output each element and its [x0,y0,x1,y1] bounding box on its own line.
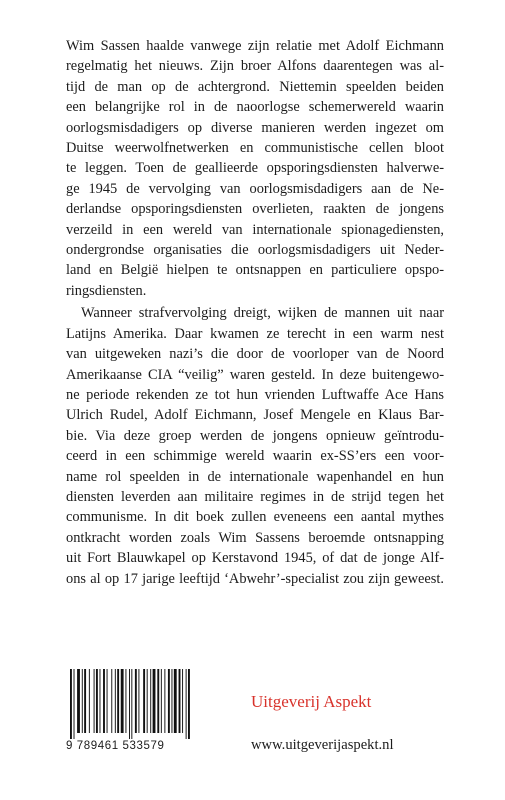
barcode-bars [66,667,194,739]
blurb-line: van uitgeweken nazi’s die door de voorloper van de Noord [66,346,444,363]
barcode-bar [147,669,148,733]
barcode-bar [115,669,116,733]
barcode-bar [131,669,132,739]
barcode-bar [129,669,130,739]
barcode-bar [164,669,165,733]
blurb-line: land en België hielpen te ontsnappen en particuliere opspo- [66,262,444,279]
blurb-line: Wim Sassen haalde vanwege zijn relatie met Adolf Eichmann [66,38,444,54]
blurb-line: bie. Via deze groep werden de jongens opnieuw geïntrodu- [66,427,444,444]
publisher-name: Uitgeverij Aspekt [251,692,372,711]
blurb-line: ontkracht worden zoals Wim Sassens beroemde ontsnapping [66,529,444,546]
blurb-line: een belangrijke rol in de naoorlogse schemerwereld waarin [66,99,444,116]
blurb-line: ondergrondse organisaties die oorlogsmisdadigers uit Neder- [66,242,444,259]
barcode-bar [174,669,177,733]
blurb-line: oorlogsmisdadigers op diverse manieren werden ingezet om [66,119,444,136]
blurb-line: Duitse weerwolfnetwerken en communistische cellen bloot [66,140,444,157]
blurb-line: tijd de man op de achtergrond. Niettemin speelden beiden [66,78,444,95]
blurb-line: Amerikaanse CIA “veilig” waren gesteld. In deze buitengewo- [66,366,444,383]
barcode-bar [100,669,101,733]
blurb-line: regelmatig het nieuws. Zijn broer Alfons daarentegen was al- [66,58,444,75]
barcode-bar [125,669,126,733]
blurb-line: ceerd in een schimmige wereld waarin ex-SS’ers een voor- [66,448,444,465]
blurb-line: te leggen. Toen de geallieerde opsporingsdiensten halverwe- [66,160,444,177]
barcode-bar [107,669,108,733]
blurb-line: ringsdiensten. [66,282,147,299]
blurb-line: ge 1945 de vervolging van oorlogsmisdadigers aan de Ne- [66,180,444,197]
blurb-line: name rol speelden in de internationale wapenhandel en hun [66,468,444,485]
blurb-paragraph-1 [66,36,444,301]
barcode-bar [74,669,75,739]
blurb-line: uit Fort Blauwkapel op Kerstavond 1945, of dat de jonge Alf- [66,550,444,567]
barcode-bar [157,669,159,733]
barcode-bar [138,669,139,733]
barcode-bar [96,669,98,733]
blurb-line: diensten leverden aan militaire regimes in de strijd tegen het [66,488,444,505]
barcode-bar [171,669,172,733]
barcode-bar [82,669,83,733]
barcode-bar [77,669,80,733]
barcode-bar [153,669,156,733]
blurb-line: Wanneer strafvervolging dreigt, wijken de mannen uit naar [81,305,444,322]
barcode-bar [179,669,181,733]
isbn-barcode [66,667,194,757]
blurb-line: communisme. In dit boek zullen eveneens een aantal mythes [66,509,444,526]
barcode-bar [103,669,105,733]
isbn-digits: 9 789461 533579 [66,740,165,752]
barcode-bar [117,669,119,733]
blurb-line: ons al op 17 jarige leeftijd ‘Abwehr’-specialist zou zijn geweest. [66,570,444,587]
blurb-line: Ulrich Rudel, Adolf Eichmann, Josef Mengele en Klaus Bar- [66,407,444,424]
blurb-line: derlandse opsporingsdiensten overlieten, raakten de jongens [66,201,444,218]
barcode-bar [143,669,145,733]
blurb-line: ne periode rekenden ze tot hun vrienden Luftwaffe Ace Hans [66,386,444,403]
barcode-bar [182,669,183,733]
barcode-bar [111,669,112,733]
barcode-bar [161,669,162,733]
barcode-bar [84,669,86,733]
barcode-bar [186,669,187,739]
blurb-text [66,36,444,589]
barcode-bar [89,669,90,733]
barcode-bar [121,669,124,733]
barcode-bar [135,669,137,733]
barcode-bar [168,669,170,733]
blurb-line: Latijns Amerika. Daar kwamen ze terecht in een warm nest [66,325,444,342]
publisher-url[interactable]: www.uitgeverijaspekt.nl [251,737,394,753]
barcode-bar [150,669,151,733]
barcode-bar [188,669,190,739]
barcode-bar [70,669,72,739]
blurb-line: verzeild in een wereld van internationale spionagediensten, [66,221,444,238]
barcode-bar [94,669,95,733]
blurb-paragraph-2 [66,303,444,589]
